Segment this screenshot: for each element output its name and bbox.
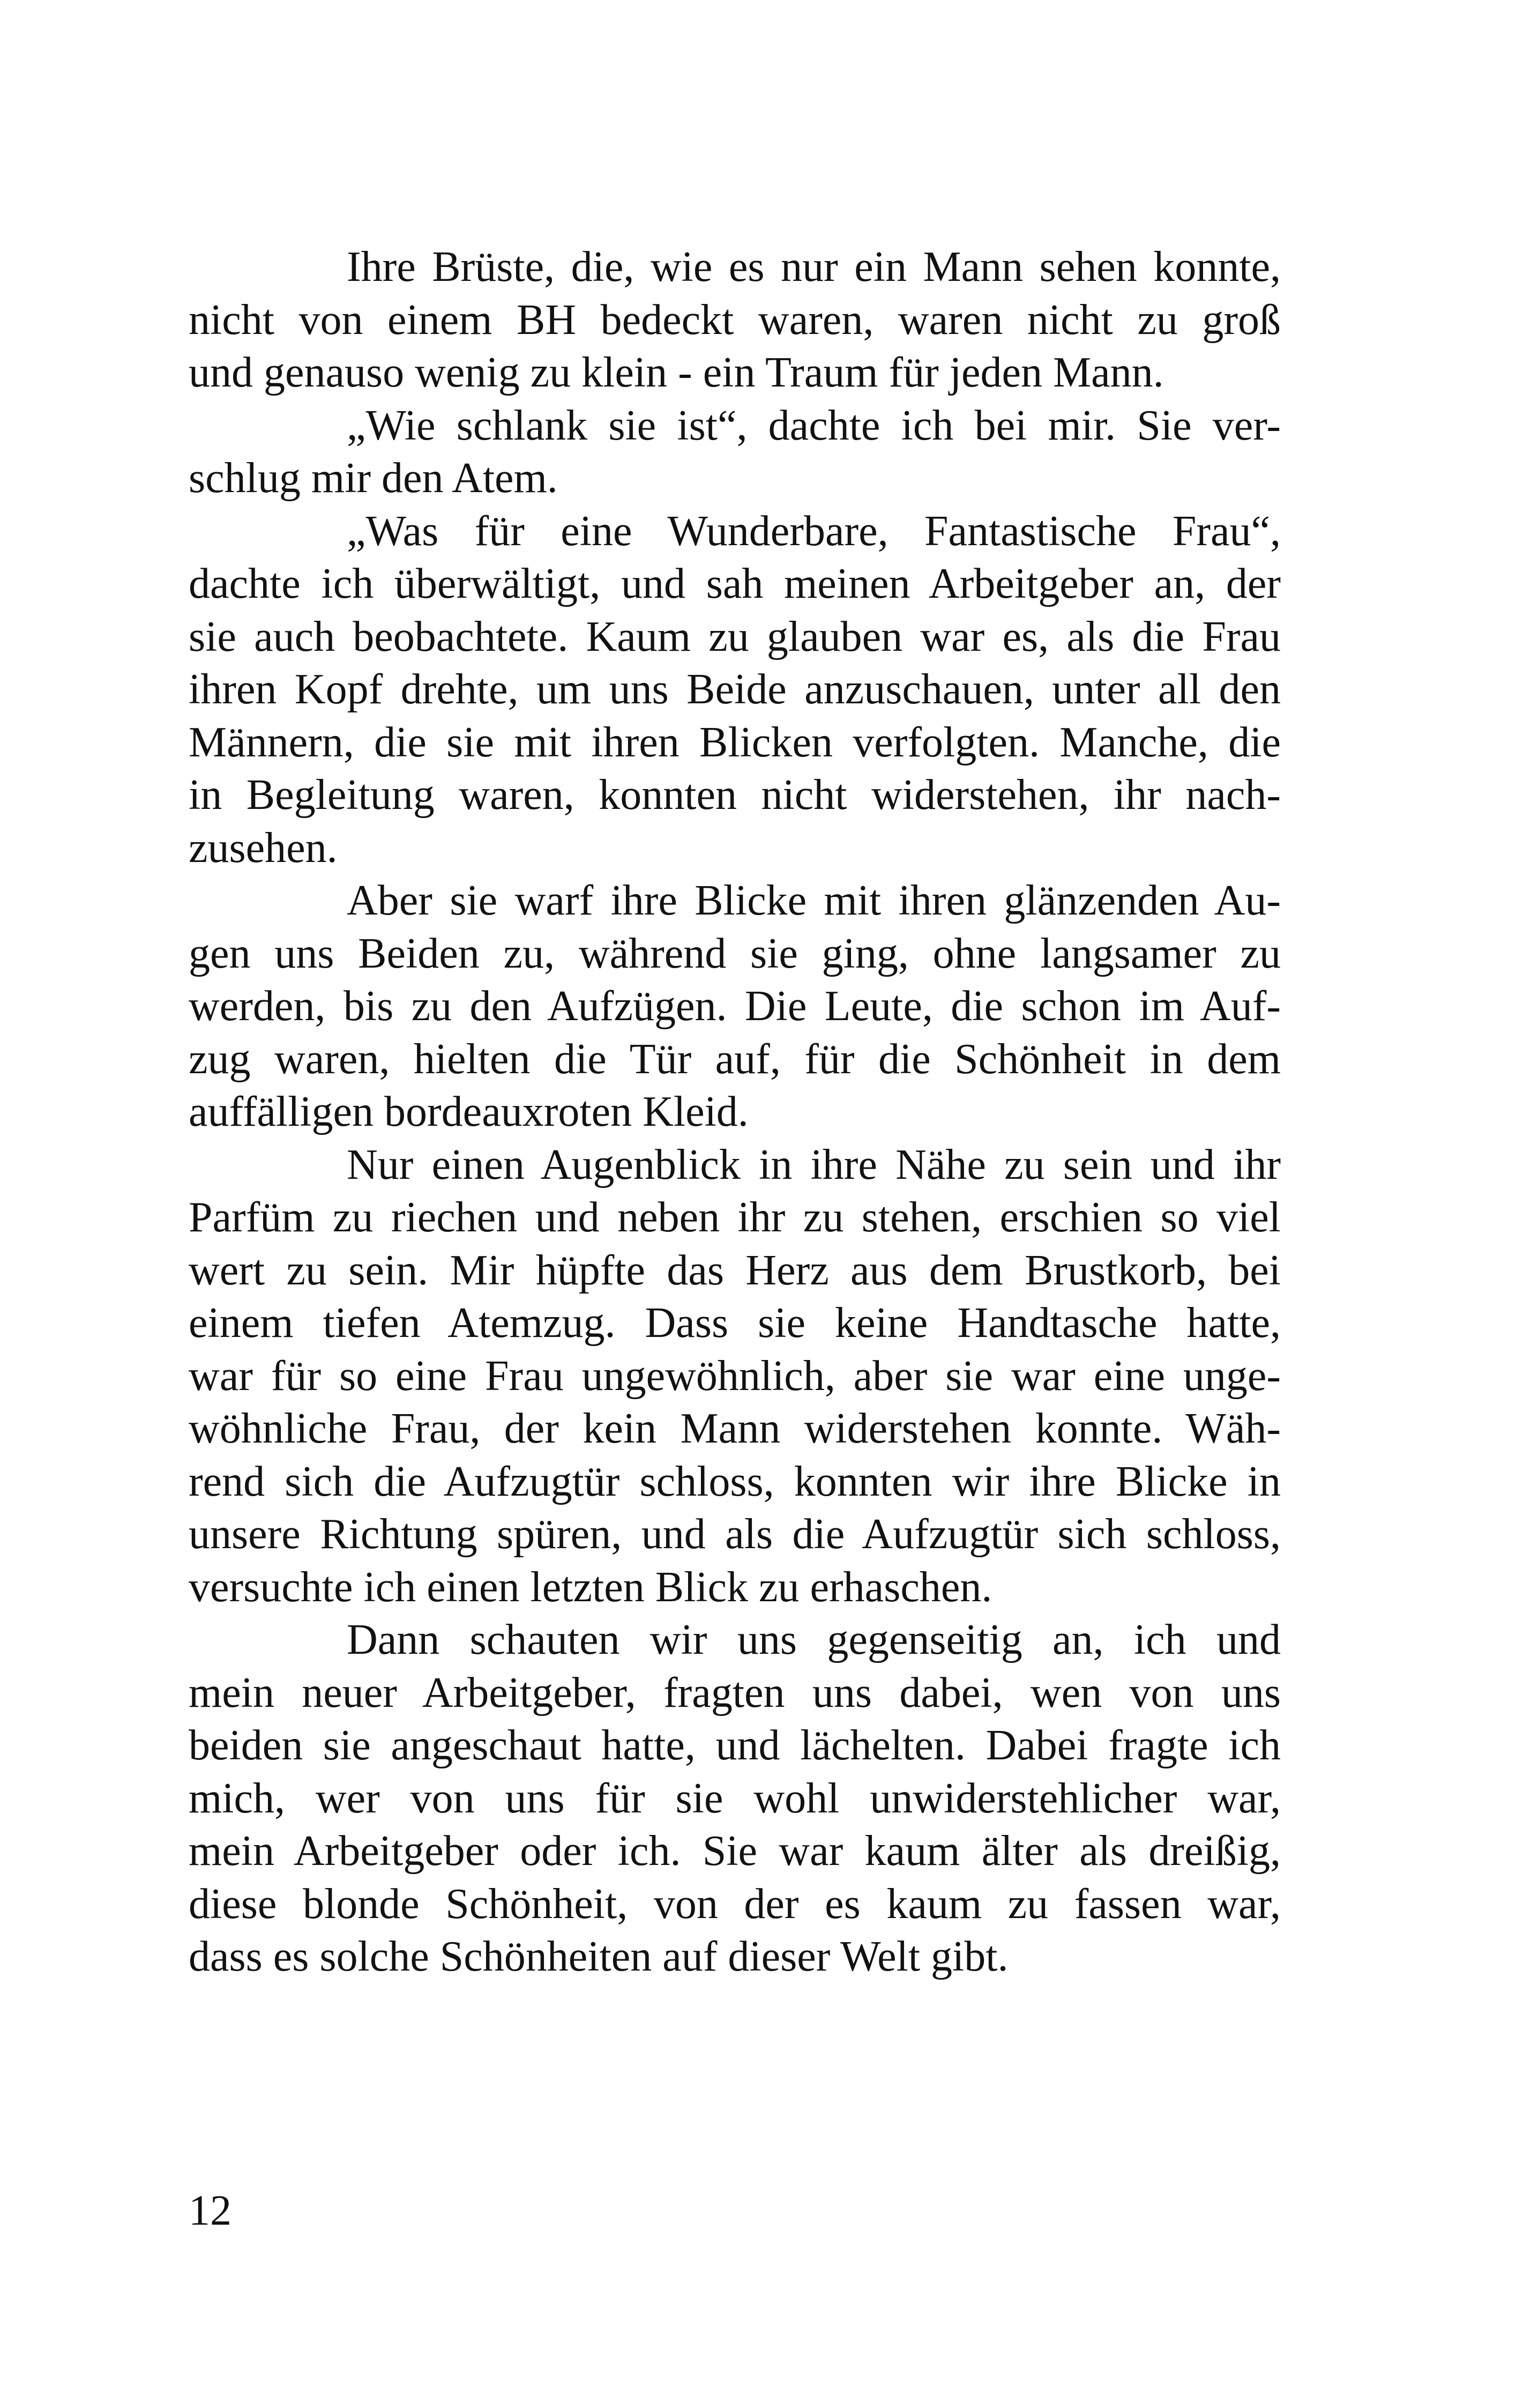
text-line: ihren Kopf drehte, um uns Beide anzuschauen, unter all den [189, 666, 1281, 713]
text-line: mein neuer Arbeitgeber, fragten uns dabei, wen von uns [189, 1669, 1281, 1716]
text-line: dass es solche Schönheiten auf dieser Welt gibt. [189, 1933, 1009, 1980]
text-line: sie auch beobachtete. Kaum zu glauben war es, als die Frau [189, 613, 1281, 660]
text-line: und genauso wenig zu klein - ein Traum für jeden Mann. [189, 349, 1164, 396]
text-line: Parfüm zu riechen und neben ihr zu stehen, erschien so viel [189, 1194, 1281, 1241]
text-line: einem tiefen Atemzug. Dass sie keine Handtasche hatte, [189, 1299, 1281, 1347]
text-line: Männern, die sie mit ihren Blicken verfolgten. Manche, die [189, 718, 1281, 766]
text-line: beiden sie angeschaut hatte, und lächelten. Dabei fragte ich [189, 1722, 1281, 1769]
text-line: Nur einen Augenblick in ihre Nähe zu sein und ihr [347, 1141, 1281, 1188]
text-line: nicht von einem BH bedeckt waren, waren nicht zu groß [189, 296, 1281, 344]
text-line: unsere Richtung spüren, und als die Aufzugtür sich schloss, [189, 1511, 1281, 1558]
text-line: in Begleitung waren, konnten nicht widerstehen, ihr nach- [189, 771, 1281, 819]
text-line: dachte ich überwältigt, und sah meinen Arbeitgeber an, der [189, 560, 1281, 607]
text-line: mich, wer von uns für sie wohl unwiderstehlicher war, [189, 1774, 1281, 1822]
body-text [189, 241, 1281, 1983]
text-line: „Wie schlank sie ist“, dachte ich bei mir. Sie ver- [347, 402, 1281, 449]
text-line: diese blonde Schönheit, von der es kaum zu fassen war, [189, 1880, 1281, 1928]
text-line: mein Arbeitgeber oder ich. Sie war kaum älter als dreißig, [189, 1827, 1281, 1875]
text-line: Ihre Brüste, die, wie es nur ein Mann sehen konnte, [347, 243, 1281, 291]
text-line: versuchte ich einen letzten Blick zu erhaschen. [189, 1563, 992, 1611]
text-line: rend sich die Aufzugtür schloss, konnten wir ihre Blicke in [189, 1458, 1281, 1505]
text-line: wöhnliche Frau, der kein Mann widerstehen konnte. Wäh- [189, 1405, 1281, 1452]
text-line: wert zu sein. Mir hüpfte das Herz aus dem Brustkorb, bei [189, 1246, 1281, 1294]
text-line: werden, bis zu den Aufzügen. Die Leute, die schon im Auf- [189, 983, 1281, 1030]
text-line: gen uns Beiden zu, während sie ging, ohne langsamer zu [189, 930, 1281, 977]
text-line: „Was für eine Wunderbare, Fantastische Frau“, [347, 507, 1281, 555]
text-line: zusehen. [189, 824, 338, 872]
page-number: 12 [189, 2187, 232, 2234]
text-line: war für so eine Frau ungewöhnlich, aber sie war eine unge- [189, 1352, 1281, 1400]
text-line: auffälligen bordeauxroten Kleid. [189, 1088, 749, 1135]
text-line: schlug mir den Atem. [189, 455, 558, 502]
text-line: zug waren, hielten die Tür auf, für die Schönheit in dem [189, 1035, 1281, 1083]
text-line: Aber sie warf ihre Blicke mit ihren glänzenden Au- [347, 877, 1281, 924]
text-line: Dann schauten wir uns gegenseitig an, ich und [347, 1616, 1281, 1663]
